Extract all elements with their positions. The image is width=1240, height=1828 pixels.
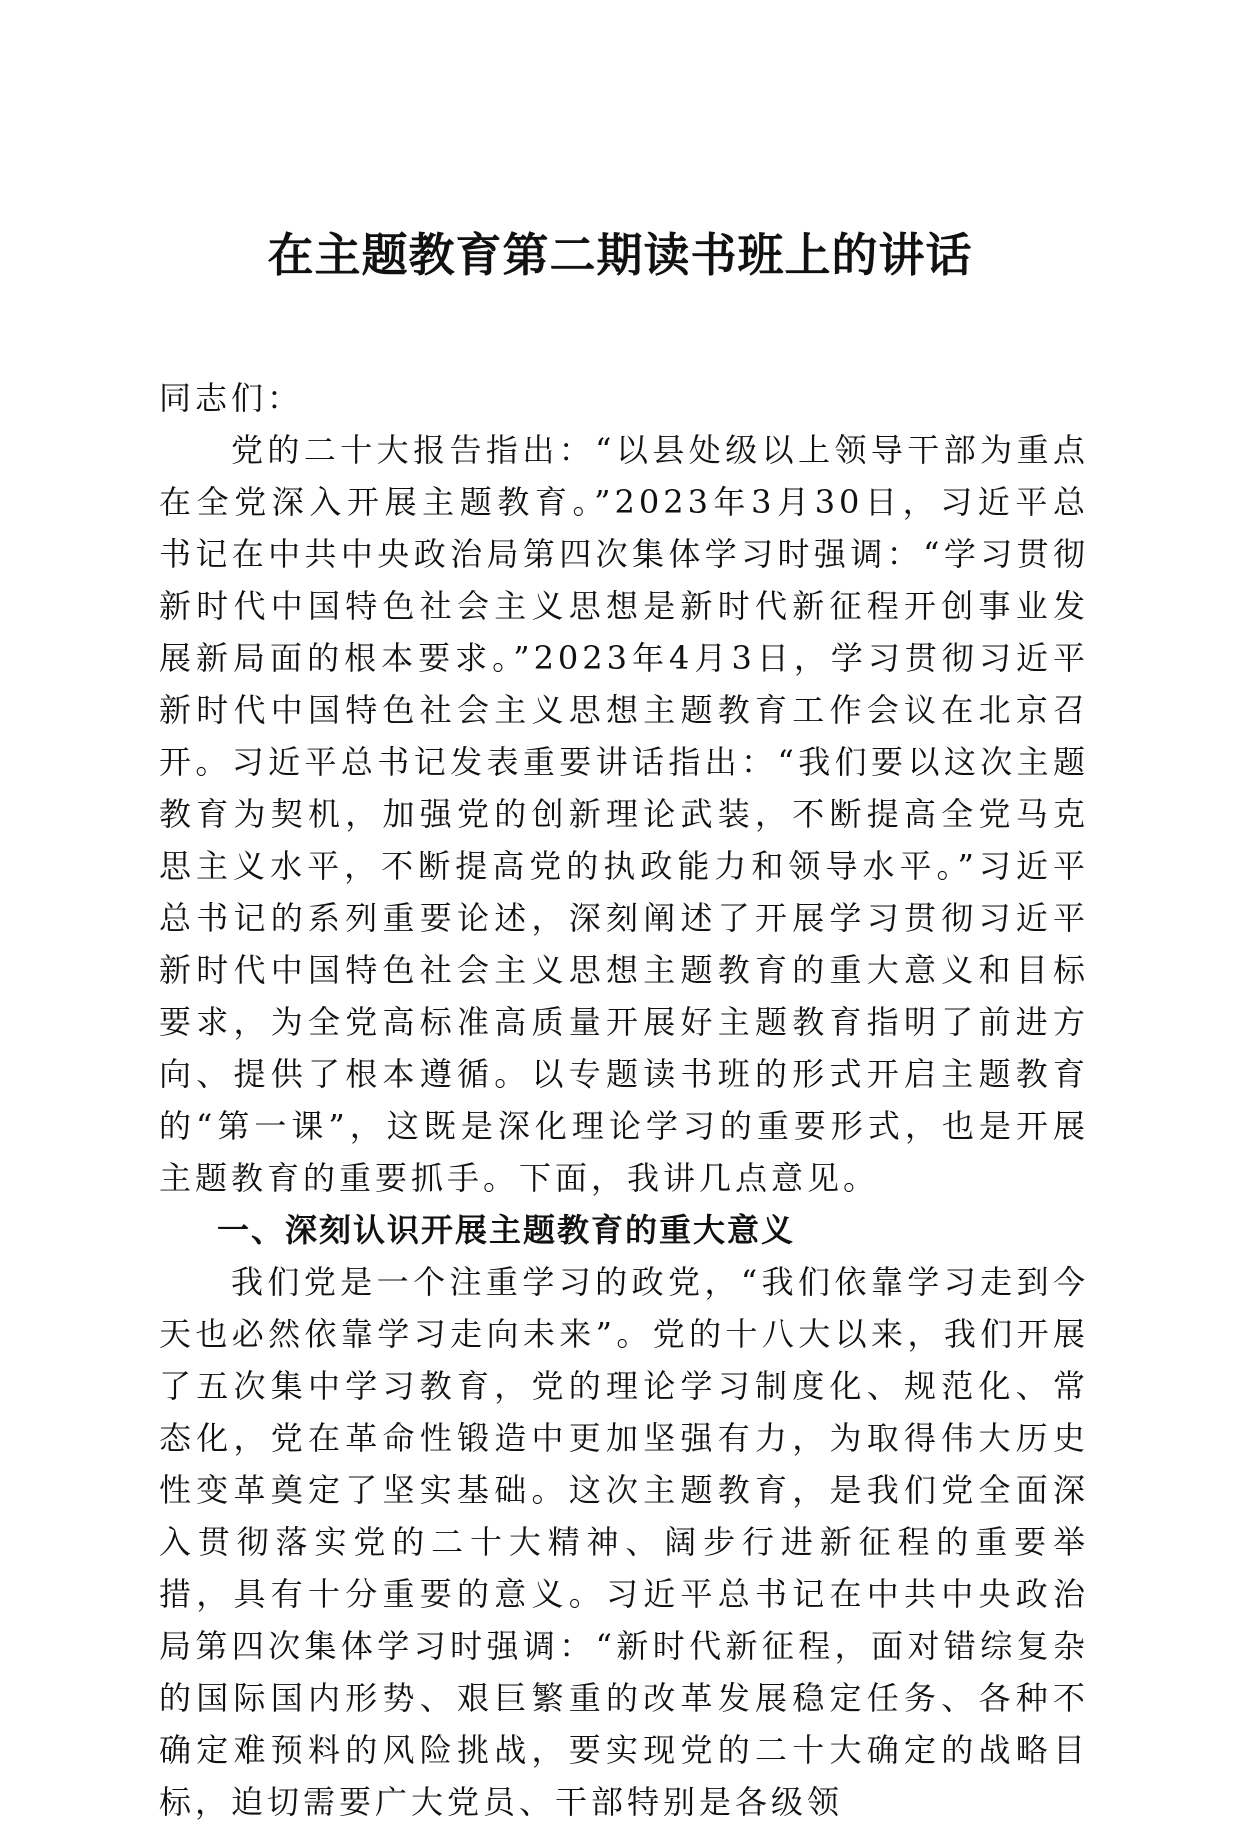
salutation: 同志们：: [159, 379, 304, 417]
document-title: 在主题教育第二期读书班上的讲话: [267, 228, 973, 282]
paragraph-1: 党的二十大报告指出：“以县处级以上领导干部为重点在全党深入开展主题教育。”2023年3月30日，习近平总书记在中共中央政治局第四次集体学习时强调：“学习贯彻新时代中国特色社会主义思想是新时代新征程开创事业发展新局面的根本要求。”2023年4月3日，学习贯彻习近平新时代中国特色社会主义思想主题教育工作会议在北京召开。习近平总书记发表重要讲话指出：“我们要以这次主题教育为契机，加强党的创新理论武装，不断提高全党马克思主义水平，不断提高党的执政能力和领导水平。”习近平总书记的系列重要论述，深刻阐述了开展学习贯彻习近平新时代中国特色社会主义思想主题教育的重大意义和目标要求，为全党高标准高质量开展好主题教育指明了前进方向、提供了根本遵循。以专题读书班的形式开启主题教育的“第一课”，这既是深化理论学习的重要形式，也是开展主题教育的重要抓手。下面，我讲几点意见。: [159, 431, 1089, 1197]
section-heading-1: 一、深刻认识开展主题教育的重大意义: [217, 1211, 796, 1249]
document-body: [159, 372, 1089, 1828]
paragraph-2: 我们党是一个注重学习的政党，“我们依靠学习走到今天也必然依靠学习走向未来”。党的十八大以来，我们开展了五次集中学习教育，党的理论学习制度化、规范化、常态化，党在革命性锻造中更加坚强有力，为取得伟大历史性变革奠定了坚实基础。这次主题教育，是我们党全面深入贯彻落实党的二十大精神、阔步行进新征程的重要举措，具有十分重要的意义。习近平总书记在中共中央政治局第四次集体学习时强调：“新时代新征程，面对错综复杂的国际国内形势、艰巨繁重的改革发展稳定任务、各种不确定难预料的风险挑战，要实现党的二十大确定的战略目标，迫切需要广大党员、干部特别是各级领: [159, 1263, 1089, 1821]
